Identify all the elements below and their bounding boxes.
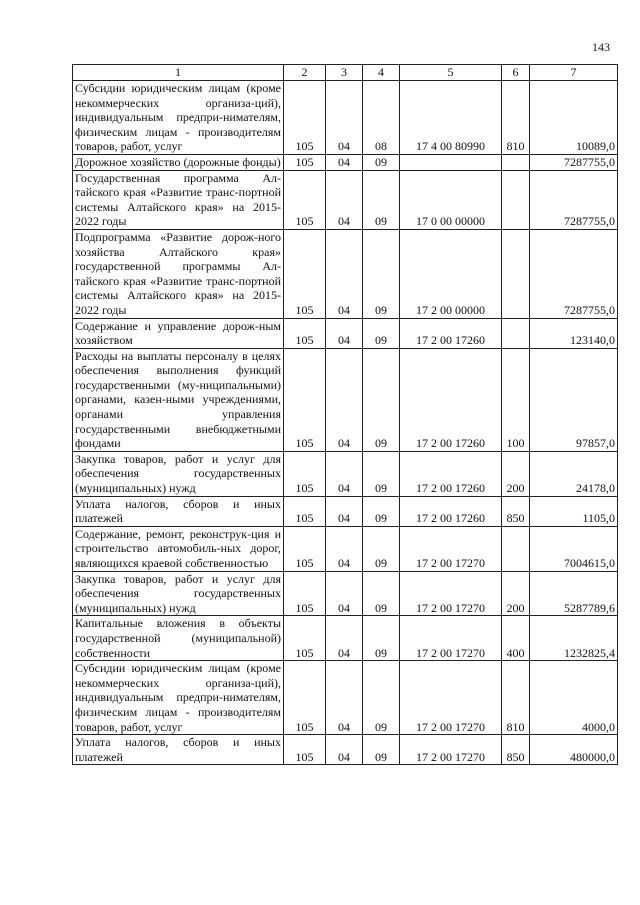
amount-cell: 1232825,4 <box>530 616 618 661</box>
grbs-code-cell: 105 <box>284 154 326 170</box>
row-name-cell: Субсидии юридическим лицам (кроме некоммерческих организа-ций), индивидуальным предпри-нимателям, физическим лицам - производителям товаров, работ, услуг <box>73 81 284 155</box>
amount-cell: 10089,0 <box>530 81 618 155</box>
grbs-code-cell: 105 <box>284 170 326 229</box>
target-item-cell: 17 2 00 17260 <box>400 496 502 526</box>
section-code-cell: 04 <box>326 735 363 765</box>
grbs-code-cell: 105 <box>284 81 326 155</box>
expense-type-cell: 850 <box>502 496 530 526</box>
expense-type-cell: 200 <box>502 451 530 496</box>
page-number: 143 <box>592 40 610 54</box>
subsection-code-cell: 09 <box>363 154 400 170</box>
amount-cell: 7004615,0 <box>530 526 618 571</box>
table-row <box>73 616 618 661</box>
amount-cell: 4000,0 <box>530 661 618 735</box>
subsection-code-cell: 09 <box>363 451 400 496</box>
grbs-code-cell: 105 <box>284 496 326 526</box>
expense-type-cell <box>502 229 530 318</box>
table-row <box>73 170 618 229</box>
expense-type-cell: 200 <box>502 571 530 616</box>
subsection-code-cell: 09 <box>363 526 400 571</box>
column-header: 6 <box>502 65 530 81</box>
section-code-cell: 04 <box>326 661 363 735</box>
row-name-cell: Дорожное хозяйство (дорожные фонды) <box>73 154 284 170</box>
section-code-cell: 04 <box>326 616 363 661</box>
section-code-cell: 04 <box>326 229 363 318</box>
section-code-cell: 04 <box>326 451 363 496</box>
section-code-cell: 04 <box>326 154 363 170</box>
row-name-cell: Субсидии юридическим лицам (кроме некоммерческих организа-ций), индивидуальным предпри-нимателям, физическим лицам - производителям товаров, работ, услуг <box>73 661 284 735</box>
row-name-cell: Капитальные вложения в объекты государственной (муниципальной) собственности <box>73 616 284 661</box>
target-item-cell: 17 2 00 17260 <box>400 318 502 348</box>
column-header: 2 <box>284 65 326 81</box>
subsection-code-cell: 09 <box>363 170 400 229</box>
table-row <box>73 81 618 155</box>
subsection-code-cell: 09 <box>363 735 400 765</box>
table-row <box>73 229 618 318</box>
subsection-code-cell: 08 <box>363 81 400 155</box>
amount-cell: 24178,0 <box>530 451 618 496</box>
column-header: 7 <box>530 65 618 81</box>
expense-type-cell: 850 <box>502 735 530 765</box>
subsection-code-cell: 09 <box>363 661 400 735</box>
column-header: 4 <box>363 65 400 81</box>
table-row <box>73 571 618 616</box>
amount-cell: 7287755,0 <box>530 154 618 170</box>
row-name-cell: Уплата налогов, сборов и иных платежей <box>73 735 284 765</box>
section-code-cell: 04 <box>326 348 363 451</box>
section-code-cell: 04 <box>326 81 363 155</box>
row-name-cell: Расходы на выплаты персоналу в целях обеспечения выполнения функций государственными (му-ниципальными) органами, казен-ными учреждениями, органами управления государственными внебюджетными фондами <box>73 348 284 451</box>
table-row <box>73 661 618 735</box>
column-header: 5 <box>400 65 502 81</box>
amount-cell: 5287789,6 <box>530 571 618 616</box>
subsection-code-cell: 09 <box>363 318 400 348</box>
target-item-cell: 17 2 00 17260 <box>400 348 502 451</box>
grbs-code-cell: 105 <box>284 735 326 765</box>
row-name-cell: Подпрограмма «Развитие дорож-ного хозяйства Алтайского края» государственной программы Ал-тайского края «Развитие транс-портной системы Алтайского края» на 2015-2022 годы <box>73 229 284 318</box>
target-item-cell: 17 2 00 17270 <box>400 526 502 571</box>
subsection-code-cell: 09 <box>363 616 400 661</box>
expense-type-cell <box>502 526 530 571</box>
expense-type-cell: 100 <box>502 348 530 451</box>
amount-cell: 7287755,0 <box>530 229 618 318</box>
target-item-cell: 17 2 00 17270 <box>400 616 502 661</box>
column-header: 3 <box>326 65 363 81</box>
table-row <box>73 735 618 765</box>
table-row <box>73 496 618 526</box>
amount-cell: 480000,0 <box>530 735 618 765</box>
target-item-cell: 17 2 00 17270 <box>400 571 502 616</box>
budget-table <box>72 64 618 765</box>
amount-cell: 123140,0 <box>530 318 618 348</box>
grbs-code-cell: 105 <box>284 571 326 616</box>
amount-cell: 97857,0 <box>530 348 618 451</box>
expense-type-cell <box>502 170 530 229</box>
target-item-cell: 17 2 00 17260 <box>400 451 502 496</box>
subsection-code-cell: 09 <box>363 348 400 451</box>
grbs-code-cell: 105 <box>284 229 326 318</box>
grbs-code-cell: 105 <box>284 526 326 571</box>
amount-cell: 1105,0 <box>530 496 618 526</box>
subsection-code-cell: 09 <box>363 496 400 526</box>
row-name-cell: Содержание, ремонт, реконструк-ция и строительство автомобиль-ных дорог, являющихся краевой собственностью <box>73 526 284 571</box>
section-code-cell: 04 <box>326 170 363 229</box>
grbs-code-cell: 105 <box>284 348 326 451</box>
row-name-cell: Государственная программа Ал-тайского края «Развитие транс-портной системы Алтайского края» на 2015-2022 годы <box>73 170 284 229</box>
grbs-code-cell: 105 <box>284 318 326 348</box>
target-item-cell: 17 2 00 17270 <box>400 661 502 735</box>
grbs-code-cell: 105 <box>284 616 326 661</box>
grbs-code-cell: 105 <box>284 451 326 496</box>
section-code-cell: 04 <box>326 571 363 616</box>
expense-type-cell: 810 <box>502 81 530 155</box>
expense-type-cell: 400 <box>502 616 530 661</box>
grbs-code-cell: 105 <box>284 661 326 735</box>
target-item-cell: 17 2 00 17270 <box>400 735 502 765</box>
table-row <box>73 154 618 170</box>
target-item-cell: 17 0 00 00000 <box>400 170 502 229</box>
target-item-cell: 17 4 00 80990 <box>400 81 502 155</box>
table-row <box>73 526 618 571</box>
subsection-code-cell: 09 <box>363 571 400 616</box>
table-row <box>73 451 618 496</box>
row-name-cell: Уплата налогов, сборов и иных платежей <box>73 496 284 526</box>
subsection-code-cell: 09 <box>363 229 400 318</box>
table-row <box>73 348 618 451</box>
row-name-cell: Закупка товаров, работ и услуг для обеспечения государственных (муниципальных) нужд <box>73 451 284 496</box>
section-code-cell: 04 <box>326 318 363 348</box>
target-item-cell <box>400 154 502 170</box>
row-name-cell: Закупка товаров, работ и услуг для обеспечения государственных (муниципальных) нужд <box>73 571 284 616</box>
expense-type-cell <box>502 154 530 170</box>
amount-cell: 7287755,0 <box>530 170 618 229</box>
section-code-cell: 04 <box>326 526 363 571</box>
row-name-cell: Содержание и управление дорож-ным хозяйством <box>73 318 284 348</box>
expense-type-cell: 810 <box>502 661 530 735</box>
section-code-cell: 04 <box>326 496 363 526</box>
expense-type-cell <box>502 318 530 348</box>
table-row <box>73 318 618 348</box>
target-item-cell: 17 2 00 00000 <box>400 229 502 318</box>
header-row <box>73 65 618 81</box>
column-header: 1 <box>73 65 284 81</box>
